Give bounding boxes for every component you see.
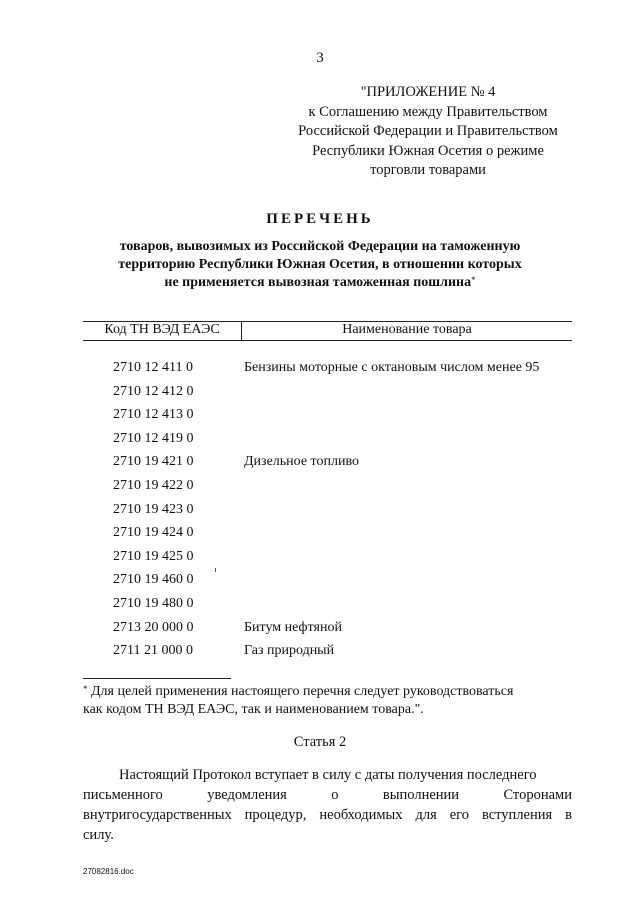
footnote: [83, 683, 572, 719]
row-name: Битум нефтяной: [244, 619, 342, 635]
paragraph-word: Сторонами: [503, 787, 572, 803]
row-code: 2711 21 000 0: [113, 643, 193, 659]
table-row: [83, 356, 572, 380]
row-name: [231, 474, 244, 498]
row-code: 2710 12 413 0: [113, 407, 194, 423]
row-name: [231, 403, 244, 427]
subtitle-line: [80, 274, 560, 292]
paragraph-line: силу.: [83, 827, 114, 843]
table-header-name: Наименование товара: [342, 322, 472, 337]
footnote-text: Для целей применения настоящего перечня следует руководствоваться: [91, 684, 514, 699]
subtitle-line: товаров, вывозимых из Российской Федерации на таможенную: [119, 239, 521, 254]
row-code: 2713 20 000 0: [113, 619, 194, 635]
footnote-line: как кодом ТН ВЭД ЕАЭС, так и наименованием товара.".: [83, 702, 424, 717]
table-row: [83, 521, 572, 545]
row-code: 2710 19 422 0: [113, 477, 194, 493]
goods-table-body: [83, 356, 572, 663]
table-row: [83, 380, 572, 404]
row-name: Газ природный: [244, 643, 335, 659]
table-row: [83, 498, 572, 522]
row-name: [231, 380, 244, 404]
footnote-line: [83, 683, 572, 701]
article-heading: Статья 2: [293, 734, 347, 750]
table-row: [83, 450, 572, 474]
appendix-line: торговли товарами: [370, 162, 486, 178]
paragraph-line: [83, 785, 572, 805]
row-code: 2710 19 424 0: [113, 525, 194, 541]
row-code: 2710 12 419 0: [113, 430, 194, 446]
table-row: [83, 545, 572, 569]
row-name: [231, 568, 244, 592]
row-name: [231, 498, 244, 522]
row-code: 2710 19 423 0: [113, 501, 194, 517]
row-name: [231, 427, 244, 451]
subtitle-line: территорию Республики Южная Осетия, в отношении которых: [118, 257, 522, 272]
appendix-line: Российской Федерации и Правительством: [298, 123, 558, 139]
appendix-line: Республики Южная Осетия о режиме: [312, 142, 544, 159]
table-row: [83, 639, 572, 663]
paragraph-word: о: [331, 787, 339, 803]
footnote-marker: *: [83, 684, 88, 694]
table-row: [83, 616, 572, 640]
appendix-line: к Соглашению между Правительством: [308, 103, 548, 120]
footnote-marker: *: [471, 275, 476, 285]
subtitle-line-text: не применяется вывозная таможенная пошлина: [164, 275, 472, 290]
page-number: 3: [316, 50, 324, 66]
row-name: [231, 545, 244, 569]
row-code: 2710 12 411 0: [113, 360, 193, 375]
document-title: ПЕРЕЧЕНЬ: [266, 211, 374, 227]
appendix-line: "ПРИЛОЖЕНИЕ № 4: [360, 84, 496, 100]
table-header-code: Код ТН ВЭД ЕАЭС: [104, 322, 220, 337]
table-row: [83, 592, 572, 616]
row-code: 2710 19 460 0: [113, 572, 194, 588]
scan-speck: [215, 568, 216, 572]
paragraph-line: Настоящий Протокол вступает в силу с даты получения последнего: [119, 767, 537, 783]
row-code: 2710 19 480 0: [113, 595, 194, 611]
paragraph-word: уведомления: [207, 787, 287, 803]
row-name: [231, 521, 244, 545]
footnote-separator: [83, 678, 231, 679]
article-paragraph: [83, 765, 572, 845]
document-reference: 27082816.doc: [83, 867, 134, 876]
table-row: [83, 474, 572, 498]
table-row: [83, 427, 572, 451]
table-header-rule: [83, 340, 572, 341]
row-code: 2710 19 425 0: [113, 548, 194, 564]
row-name: Дизельное топливо: [244, 454, 359, 470]
table-row: [83, 403, 572, 427]
paragraph-line: внутригосударственных процедур, необходимых для его вступления в: [83, 807, 572, 823]
table-row: [83, 568, 572, 592]
paragraph-word: выполнении: [382, 787, 460, 803]
document-subtitle: [80, 238, 560, 292]
paragraph-word: письменного: [83, 787, 163, 803]
row-name: [231, 592, 244, 616]
appendix-header: [288, 83, 568, 181]
row-code: 2710 19 421 0: [113, 454, 194, 470]
row-code: 2710 12 412 0: [113, 383, 194, 399]
row-name: Бензины моторные с октановым числом менее 95: [244, 360, 540, 375]
